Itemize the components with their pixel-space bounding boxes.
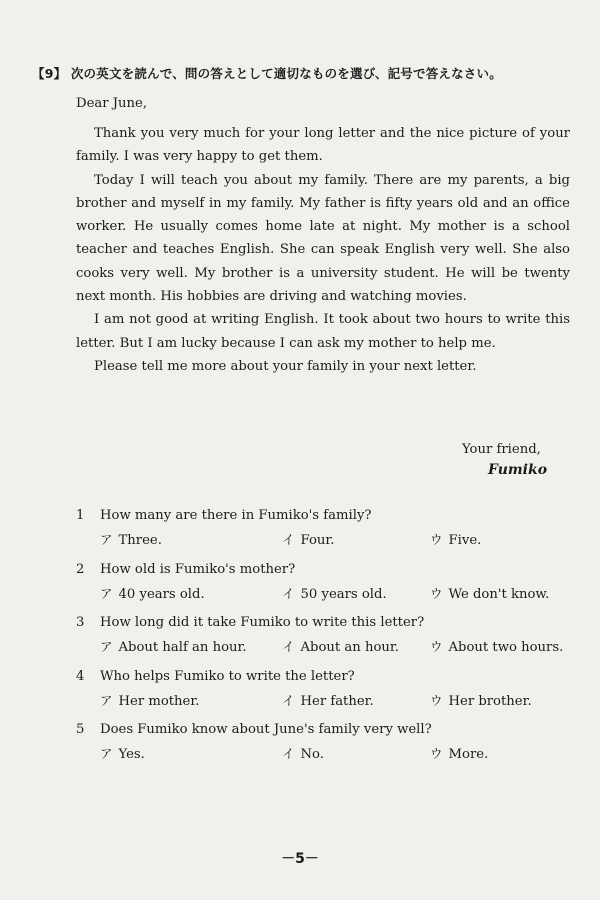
letter-closing: Your friend, <box>462 442 541 457</box>
option-text: About half an hour. <box>118 640 247 655</box>
option-mark: イ <box>282 585 295 601</box>
option-text: About two hours. <box>448 640 564 655</box>
question-number: 3 <box>76 615 85 630</box>
question-list <box>76 508 570 776</box>
option-mark: イ <box>282 746 295 761</box>
option-mark: イ <box>282 639 295 654</box>
question-5 <box>76 722 570 776</box>
option-text: About an hour. <box>300 640 399 655</box>
question-number: 1 <box>76 508 85 523</box>
option-text: Five. <box>448 533 482 548</box>
option-a <box>100 637 247 655</box>
option-text: 40 years old. <box>118 586 205 602</box>
option-b <box>282 637 399 655</box>
option-text: We don't know. <box>448 586 550 602</box>
option-c <box>430 637 563 655</box>
option-text: More. <box>448 747 489 762</box>
question-text: Does Fumiko know about June's family very well? <box>100 722 432 737</box>
option-b <box>282 744 324 762</box>
option-text: Yes. <box>118 747 145 762</box>
option-mark: イ <box>282 532 295 547</box>
option-text: Four. <box>300 533 335 548</box>
option-a <box>100 691 199 709</box>
option-mark: ウ <box>430 585 443 601</box>
option-mark: ア <box>100 585 113 601</box>
question-text: How long did it take Fumiko to write this letter? <box>100 615 425 630</box>
letter-paragraph: Today I will teach you about my family. There are my parents, a big brother and myself in my family. My father is fifty years old and an office worker. He usually comes home late at night. My mother is a school teacher and teaches English. She can speak English very well. She also cooks very well. My brother is a university student. He will be twenty next month. His hobbies are driving and watching movies. <box>76 172 570 305</box>
option-c <box>430 691 532 709</box>
option-c <box>430 530 481 548</box>
question-3 <box>76 615 570 669</box>
option-mark: ウ <box>430 639 443 654</box>
letter-greeting: Dear June, <box>76 96 148 111</box>
option-a <box>100 584 205 602</box>
option-text: Her mother. <box>118 693 200 709</box>
question-text: How many are there in Fumiko's family? <box>100 508 372 523</box>
question-text: How old is Fumiko's mother? <box>100 561 296 577</box>
option-a <box>100 530 162 548</box>
section-header: 【9】 次の英文を読んで、問の答えとして適切なものを選び、記号で答えなさい。 <box>32 66 502 81</box>
letter-signature: Fumiko <box>488 462 548 478</box>
question-number: 2 <box>76 561 85 577</box>
question-4 <box>76 669 570 723</box>
option-mark: ウ <box>430 692 443 708</box>
page-number: －5－ <box>281 851 319 867</box>
option-c <box>430 744 488 762</box>
option-mark: ア <box>100 692 113 708</box>
letter-body <box>76 93 570 378</box>
option-mark: ウ <box>430 532 443 547</box>
letter-paragraph: I am not good at writing English. It took about two hours to write this letter. But I am lucky because I can ask my mother to help me. <box>76 312 570 351</box>
option-mark: ウ <box>430 746 443 761</box>
question-1 <box>76 508 570 562</box>
option-text: No. <box>300 747 324 762</box>
option-mark: ア <box>100 639 113 654</box>
option-b <box>282 530 334 548</box>
option-text: Three. <box>118 533 162 548</box>
question-number: 5 <box>76 722 85 737</box>
option-b <box>282 691 374 709</box>
question-text: Who helps Fumiko to write the letter? <box>100 668 355 684</box>
option-mark: ア <box>100 532 113 547</box>
option-b <box>282 584 387 602</box>
option-a <box>100 744 145 762</box>
letter-paragraph: Please tell me more about your family in your next letter. <box>94 358 477 374</box>
option-text: 50 years old. <box>300 586 387 602</box>
option-mark: イ <box>282 692 295 708</box>
option-text: Her brother. <box>448 693 532 709</box>
option-text: Her father. <box>300 693 374 709</box>
option-mark: ア <box>100 746 113 761</box>
letter-paragraph: Thank you very much for your long letter and the nice picture of your family. I was very happy to get them. <box>76 126 570 165</box>
option-c <box>430 584 549 602</box>
question-2 <box>76 562 570 616</box>
question-number: 4 <box>76 668 85 684</box>
